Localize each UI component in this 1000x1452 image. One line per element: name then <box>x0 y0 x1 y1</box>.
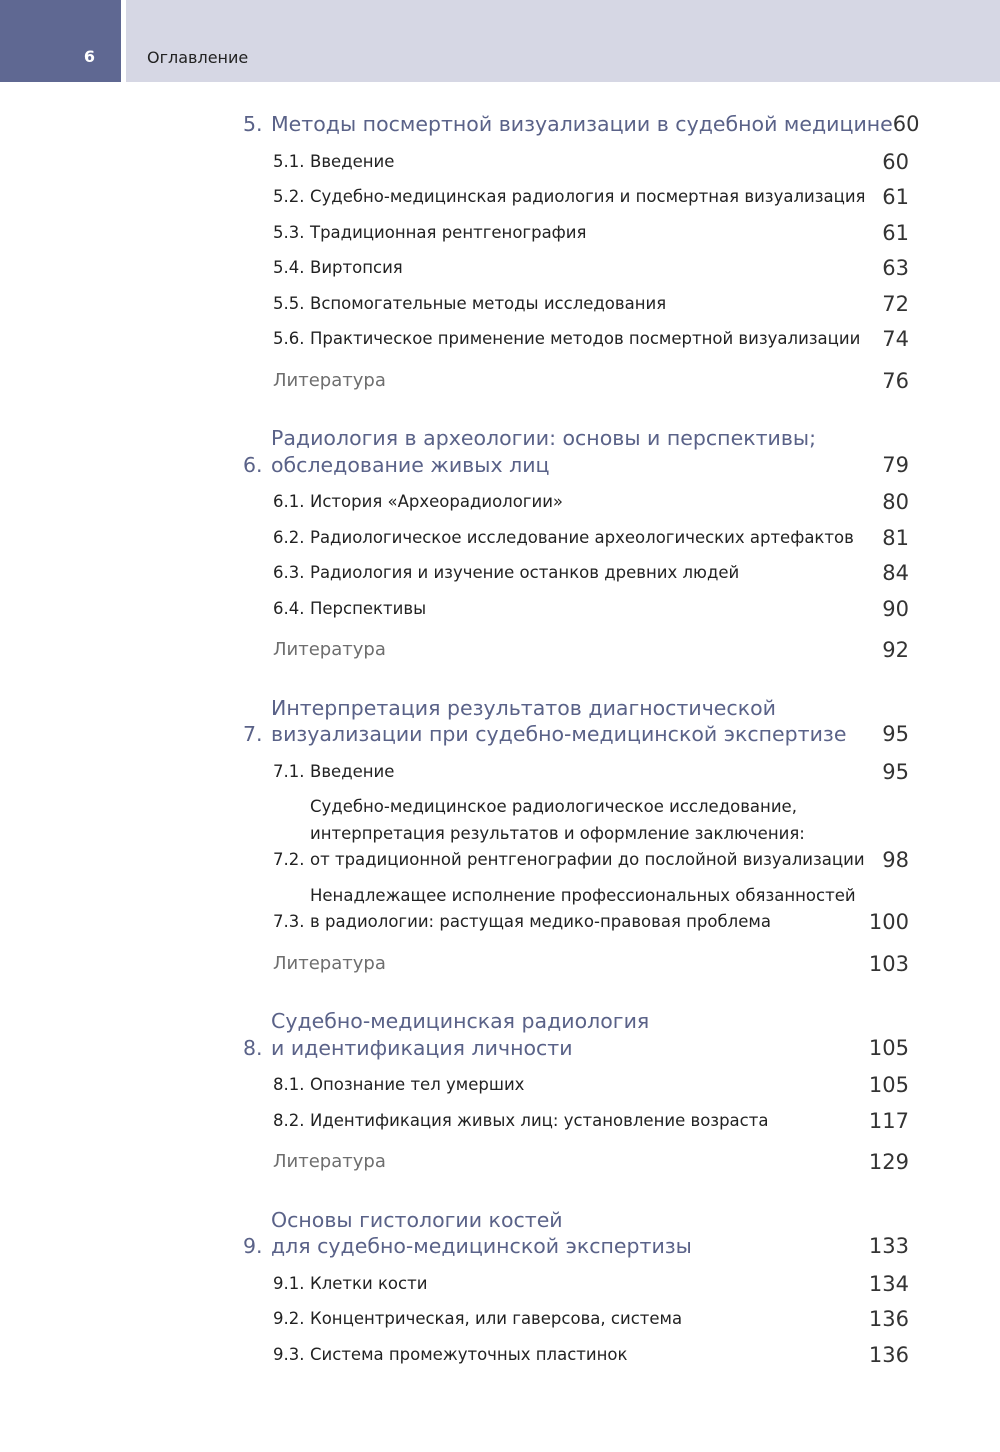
section-entry-page: 74 <box>882 327 909 351</box>
section-entry-number: 5.6. <box>273 329 305 348</box>
section-entry-number: 9.3. <box>273 1344 305 1364</box>
section-entry-number: 7.3. <box>273 912 305 931</box>
section-entry <box>243 220 909 247</box>
section-entry-number: 5.5. <box>273 293 305 313</box>
section-entry <box>243 255 909 282</box>
section-entry-title <box>310 596 426 623</box>
section-entry-title <box>310 184 865 211</box>
section-entry-title <box>310 759 394 786</box>
section-entry-number: 7.2. <box>273 850 305 869</box>
section-entry <box>243 149 909 176</box>
section-entry-title <box>310 560 739 587</box>
section-entry-title-line: Система промежуточных пластинок <box>310 1344 628 1364</box>
chapter-entry-title-line: Основы гистологии костей <box>271 1207 563 1232</box>
chapter-entry-title-line: для судебно-медицинской экспертизы <box>271 1234 692 1258</box>
chapter-entry-title-line: обследование живых лиц <box>271 452 550 477</box>
section-entry <box>243 326 909 353</box>
chapter-entry <box>243 1008 909 1061</box>
section-entry-page: 61 <box>882 220 909 245</box>
section-entry-page: 84 <box>882 561 909 585</box>
literature-entry <box>243 637 909 664</box>
section-entry-number: 8.2. <box>273 1110 305 1130</box>
section-entry-page: 95 <box>882 759 909 784</box>
literature-entry-page: 129 <box>868 1150 909 1174</box>
running-header <box>126 0 1000 82</box>
section-entry-page: 63 <box>882 256 909 280</box>
chapter-entry <box>243 1207 909 1260</box>
section-entry-title-line: Радиология и изучение останков древних людей <box>310 563 740 582</box>
section-entry-number: 5.1. <box>273 151 305 171</box>
section-entry-title-line: Судебно-медицинская радиология и посмертная визуализация <box>310 187 866 206</box>
chapter-entry <box>243 695 909 748</box>
section-entry-page: 90 <box>882 596 909 621</box>
section-entry-title <box>310 525 854 552</box>
section-entry-page: 81 <box>882 525 909 550</box>
section-entry-title-line: Виртопсия <box>310 258 403 277</box>
literature-entry-page: 103 <box>868 951 909 976</box>
section-entry-title <box>310 220 586 247</box>
section-entry-title-line: от традиционной рентгенографии до послойной визуализации <box>310 850 865 869</box>
section-entry-title-line: Опознание тел умерших <box>310 1075 525 1094</box>
section-entry <box>243 1306 909 1333</box>
section-entry-page: 134 <box>868 1271 909 1296</box>
section-entry-title-line: Радиологическое исследование археологических артефактов <box>310 527 854 547</box>
section-entry-title <box>310 1108 768 1135</box>
section-entry <box>243 794 909 874</box>
section-entry-title <box>310 489 563 516</box>
section-entry-page: 136 <box>868 1307 909 1331</box>
section-entry <box>243 596 909 623</box>
section-entry-page: 136 <box>868 1342 909 1367</box>
section-entry-title <box>310 326 860 353</box>
chapter-entry-title <box>271 425 816 478</box>
literature-entry-label: Литература <box>273 639 386 660</box>
section-entry-title-line: Перспективы <box>310 598 427 618</box>
chapter-entry-title <box>271 111 893 138</box>
page-number-block <box>0 0 121 82</box>
chapter-entry-number: 7. <box>243 722 263 746</box>
section-entry <box>243 1271 909 1298</box>
section-entry-title-line: Судебно-медицинское радиологическое исследование, <box>310 797 797 816</box>
chapter-entry-number: 8. <box>243 1035 263 1060</box>
section-entry-number: 7.1. <box>273 761 305 781</box>
chapter-entry <box>243 425 909 478</box>
section-entry-title <box>310 1306 682 1333</box>
section-entry-title-line: Концентрическая, или гаверсова, система <box>310 1309 683 1328</box>
page-number: 6 <box>83 47 95 66</box>
section-entry-title-line: Введение <box>310 151 395 171</box>
section-entry-title-line: Идентификация живых лиц: установление возраста <box>310 1110 769 1130</box>
section-entry-number: 5.2. <box>273 187 305 206</box>
section-entry-number: 6.3. <box>273 563 305 582</box>
section-entry-title <box>310 794 865 874</box>
section-entry-number: 6.4. <box>273 598 305 618</box>
chapter-entry-title <box>271 695 846 748</box>
section-entry-number: 9.2. <box>273 1309 305 1328</box>
section-entry <box>243 883 909 936</box>
section-entry-title <box>310 1342 627 1369</box>
literature-entry-label: Литература <box>273 369 386 391</box>
section-entry-title <box>310 1072 524 1099</box>
chapter-entry-page: 105 <box>868 1035 909 1060</box>
section-entry-number: 9.1. <box>273 1273 305 1293</box>
section-entry-title-line: Ненадлежащее исполнение профессиональных обязанностей <box>310 885 856 905</box>
chapter-entry-title-line: Методы посмертной визуализации в судебной медицине <box>271 112 893 136</box>
section-entry-page: 100 <box>868 910 909 934</box>
section-entry-title-line: Клетки кости <box>310 1273 428 1293</box>
chapter-entry-number: 6. <box>243 452 263 477</box>
section-entry-number: 5.4. <box>273 258 305 277</box>
section-entry <box>243 759 909 786</box>
section-entry <box>243 291 909 318</box>
literature-entry <box>243 1149 909 1176</box>
section-entry-title <box>310 883 856 936</box>
section-entry-title-line: интерпретация результатов и оформление заключения: <box>310 823 805 843</box>
chapter-entry-title-line: Радиология в археологии: основы и перспективы; <box>271 426 817 450</box>
chapter-entry-title-line: и идентификация личности <box>271 1035 573 1060</box>
section-entry <box>243 1342 909 1369</box>
literature-entry-label: Литература <box>273 952 386 974</box>
section-entry-page: 72 <box>882 291 909 316</box>
chapter-entry-page: 95 <box>882 722 909 746</box>
section-entry-page: 61 <box>882 185 909 209</box>
section-entry-title-line: в радиологии: растущая медико-правовая проблема <box>310 912 771 931</box>
section-entry-title-line: Практическое применение методов посмертной визуализации <box>310 329 861 348</box>
chapter-entry-page: 60 <box>892 112 920 136</box>
section-entry-title <box>310 255 403 282</box>
chapter-entry <box>243 111 920 138</box>
section-entry-title <box>310 291 666 318</box>
literature-entry-page: 76 <box>882 368 909 393</box>
chapter-entry-title-line: Интерпретация результатов диагностической <box>271 695 776 720</box>
literature-entry <box>243 368 909 395</box>
section-entry-page: 80 <box>882 490 909 514</box>
section-entry-title <box>310 149 394 176</box>
literature-entry-page: 92 <box>882 638 909 662</box>
chapter-entry-title-line: визуализации при судебно-медицинской экспертизе <box>271 722 847 746</box>
section-entry-page: 117 <box>868 1108 909 1133</box>
section-entry <box>243 1108 909 1135</box>
section-entry <box>243 1072 909 1099</box>
section-entry-number: 6.1. <box>273 492 305 511</box>
table-of-contents <box>243 111 920 1368</box>
chapter-entry-title-line: Судебно-медицинская радиология <box>271 1009 650 1033</box>
chapter-entry-title <box>271 1207 692 1260</box>
section-title: Оглавление <box>147 48 249 67</box>
section-entry-number: 8.1. <box>273 1075 305 1094</box>
section-entry-number: 5.3. <box>273 222 305 242</box>
section-entry-page: 105 <box>868 1073 909 1097</box>
chapter-entry-page: 133 <box>868 1234 909 1258</box>
literature-entry-label: Литература <box>273 1151 386 1172</box>
section-entry-title-line: Введение <box>310 761 395 781</box>
section-entry <box>243 560 909 587</box>
section-entry <box>243 184 909 211</box>
chapter-entry-title <box>271 1008 649 1061</box>
chapter-entry-number: 5. <box>243 112 263 136</box>
section-entry <box>243 525 909 552</box>
chapter-entry-page: 79 <box>882 452 909 477</box>
section-entry-page: 98 <box>882 848 909 872</box>
section-entry-title-line: История «Археорадиологии» <box>310 492 564 511</box>
section-entry <box>243 489 909 516</box>
section-entry-title-line: Традиционная рентгенография <box>310 222 587 242</box>
section-entry-title-line: Вспомогательные методы исследования <box>310 293 667 313</box>
section-entry-number: 6.2. <box>273 527 305 547</box>
section-entry-page: 60 <box>882 149 909 174</box>
chapter-entry-number: 9. <box>243 1234 263 1258</box>
section-entry-title <box>310 1271 427 1298</box>
literature-entry <box>243 951 909 978</box>
